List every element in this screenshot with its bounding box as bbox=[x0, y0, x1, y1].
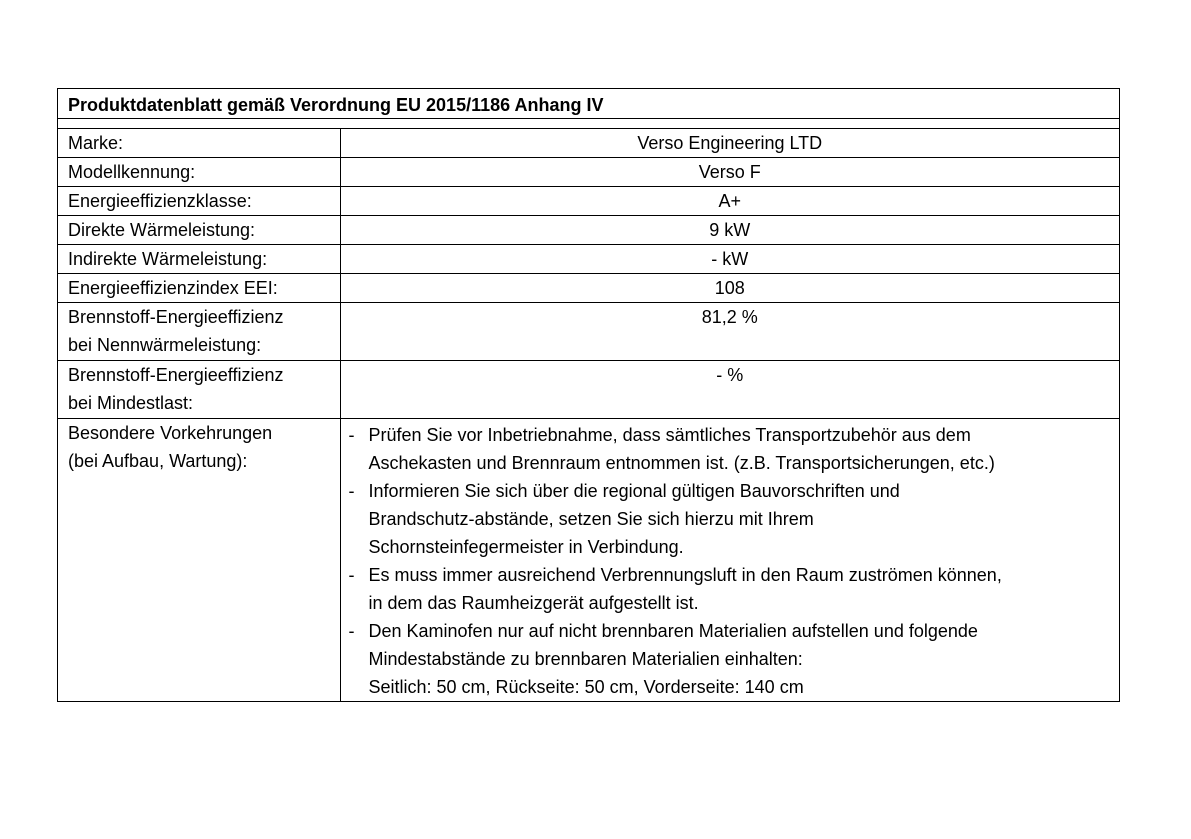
list-item-line: Informieren Sie sich über die regional gültigen Bauvorschriften und bbox=[368, 481, 900, 501]
precautions-notes bbox=[340, 419, 1119, 702]
spacer-row bbox=[58, 119, 1119, 129]
dash-bullet: - bbox=[348, 565, 355, 585]
row-label: Marke: bbox=[58, 129, 340, 158]
row-value: - kW bbox=[340, 245, 1119, 274]
list-item bbox=[349, 421, 1112, 477]
table-row-direct-heat bbox=[58, 216, 1119, 245]
row-label: Energieeffizienzindex EEI: bbox=[58, 274, 340, 303]
row-label-line: Brennstoff-Energieeffizienz bbox=[68, 365, 284, 385]
list-item bbox=[349, 477, 1112, 561]
list-item-line: Schornsteinfegermeister in Verbindung. bbox=[368, 537, 684, 557]
row-value: A+ bbox=[340, 187, 1119, 216]
row-label-line: bei Nennwärmeleistung: bbox=[68, 335, 262, 355]
row-label-line: Besondere Vorkehrungen bbox=[68, 423, 273, 443]
row-label bbox=[58, 419, 340, 702]
table-row-indirect-heat bbox=[58, 245, 1119, 274]
row-label-line: (bei Aufbau, Wartung): bbox=[68, 451, 248, 471]
row-value: 108 bbox=[340, 274, 1119, 303]
data-table bbox=[58, 129, 1119, 701]
list-item-line: Aschekasten und Brennraum entnommen ist. (z.B. Transportsicherungen, etc.) bbox=[368, 453, 995, 473]
list-item-line: Prüfen Sie vor Inbetriebnahme, dass sämtliches Transportzubehör aus dem bbox=[368, 425, 971, 445]
row-label: Indirekte Wärmeleistung: bbox=[58, 245, 340, 274]
table-row-brand bbox=[58, 129, 1119, 158]
row-label-line: bei Mindestlast: bbox=[68, 393, 194, 413]
row-label-line: Brennstoff-Energieeffizienz bbox=[68, 307, 284, 327]
row-value: Verso F bbox=[340, 158, 1119, 187]
list-item bbox=[349, 617, 1112, 701]
list-item-line: Brandschutz-abstände, setzen Sie sich hierzu mit Ihrem bbox=[368, 509, 814, 529]
row-label: Direkte Wärmeleistung: bbox=[58, 216, 340, 245]
row-label: Energieeffizienzklasse: bbox=[58, 187, 340, 216]
list-item-line: in dem das Raumheizgerät aufgestellt ist. bbox=[368, 593, 699, 613]
table-row-nominal-efficiency bbox=[58, 303, 1119, 361]
row-value: 9 kW bbox=[340, 216, 1119, 245]
product-data-sheet bbox=[57, 88, 1120, 702]
row-value: Verso Engineering LTD bbox=[637, 133, 823, 153]
table-row-eei bbox=[58, 274, 1119, 303]
precautions-list bbox=[349, 421, 1112, 701]
row-label bbox=[58, 303, 340, 361]
dash-bullet: - bbox=[348, 425, 355, 445]
row-label: Modellkennung: bbox=[58, 158, 340, 187]
table-row-efficiency-class bbox=[58, 187, 1119, 216]
row-value: 81,2 % bbox=[340, 303, 1119, 361]
list-item-line: Seitlich: 50 cm, Rückseite: 50 cm, Vorderseite: 140 cm bbox=[368, 677, 804, 697]
dash-bullet: - bbox=[348, 621, 355, 641]
row-label bbox=[58, 361, 340, 419]
table-row-min-load-efficiency bbox=[58, 361, 1119, 419]
table-row-model bbox=[58, 158, 1119, 187]
list-item-line: Den Kaminofen nur auf nicht brennbaren Materialien aufstellen und folgende bbox=[368, 621, 978, 641]
dash-bullet: - bbox=[348, 481, 355, 501]
list-item bbox=[349, 561, 1112, 617]
row-value: - % bbox=[340, 361, 1119, 419]
table-row-precautions bbox=[58, 419, 1119, 702]
list-item-line: Mindestabstände zu brennbaren Materialien einhalten: bbox=[368, 649, 803, 669]
sheet-title: Produktdatenblatt gemäß Verordnung EU 2015/1186 Anhang IV bbox=[58, 89, 1119, 119]
list-item-line: Es muss immer ausreichend Verbrennungsluft in den Raum zuströmen können, bbox=[368, 565, 1002, 585]
